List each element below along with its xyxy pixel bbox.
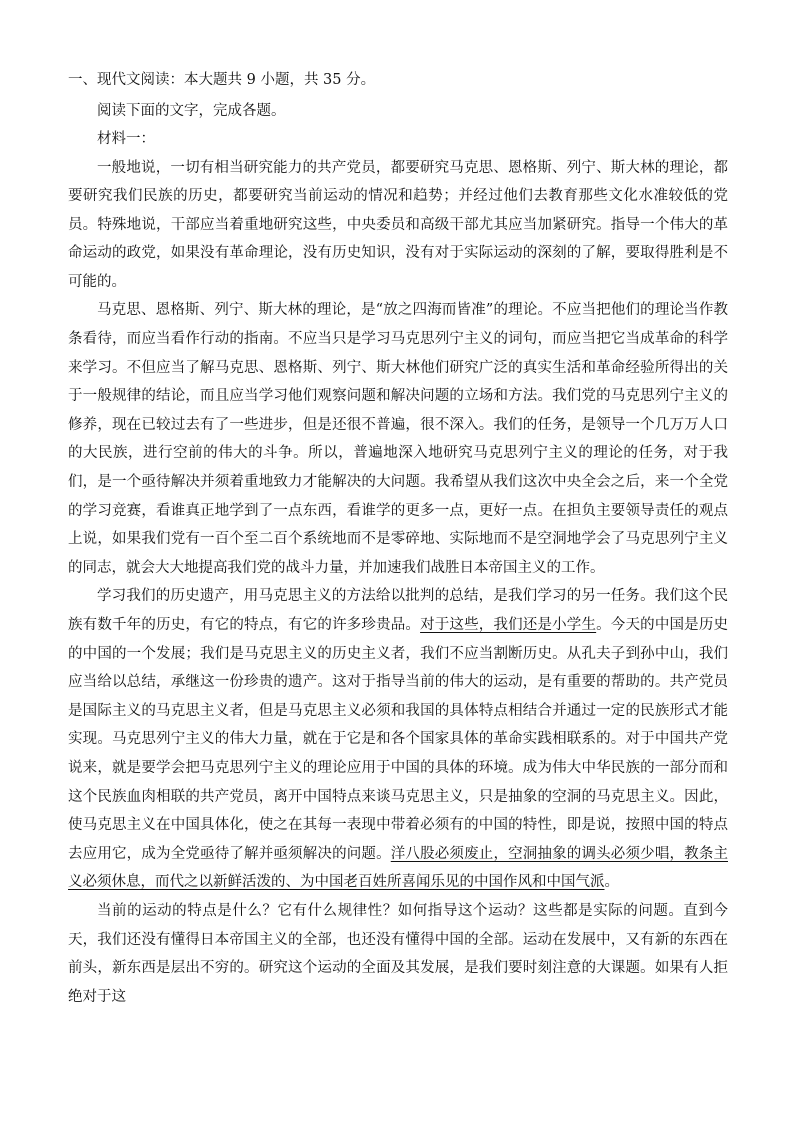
paragraph-3-text-end: 。 xyxy=(604,874,619,891)
paragraph-4: 当前的运动的特点是什么？它有什么规律性？如何指导这个运动？这些都是实际的问题。直到今天，我们还没有懂得日本帝国主义的全部，也还没有懂得中国的全部。运动在发展中，又有新的东西在前头，新东西是层出不穷的。研究这个运动的全面及其发展，是我们要时刻注意的大课题。如果有人拒绝对于这 xyxy=(68,902,728,1005)
paragraph-3-text-start: 学习我们的历史遗产，用马克思主义的方法给以批判的总结，是我们学习的另一任务。我们这个民族有数千年的历史，有它的特点，有它的许多珍贵品。 xyxy=(68,588,728,633)
section-heading: 一、现代文阅读：本大题共 9 小题，共 35 分。 xyxy=(68,72,376,88)
underlined-phrase-2: 洋八股必须废止，空洞抽象的调头必须少唱，教条主义必须休息，而代之以新鲜活泼的、为中国老百姓所喜闻乐见的中国作风和中国气派 xyxy=(68,845,728,891)
paragraph-3-text-middle: 。今天的中国是历史的中国的一个发展；我们是马克思主义的历史主义者，我们不应当割断历史。从孔夫子到孙中山，我们应当给以总结，承继这一份珍贵的遗产。这对于指导当前的伟大的运动，是有重要的帮助的。共产党员是国际主义的马克思主义者，但是马克思主义必须和我国的具体特点相结合并通过一定的民族形式才能实现。马克思列宁主义的伟大力量，就在于它是和各个国家具体的革命实践相联系的。对于中国共产党说来，就是要学会把马克思列宁主义的理论应用于中国的具体的环境。成为伟大中华民族的一部分而和这个民族血肉相联的共产党员，离开中国特点来谈马克思主义，只是抽象的空洞的马克思主义。因此，使马克思主义在中国具体化，使之在其每一表现中带着必须有的中国的特性，即是说，按照中国的特点去应用它，成为全党亟待了解并亟须解决的问题。 xyxy=(68,617,729,862)
paragraph-3 xyxy=(68,582,728,897)
material-label: 材料一： xyxy=(97,131,155,147)
paragraph-2: 马克思、恩格斯、列宁、斯大林的理论，是“放之四海而皆准”的理论。不应当把他们的理论当作教条看待，而应当看作行动的指南。不应当只是学习马克思列宁主义的词句，而应当把它当成革命的科学来学习。不但应当了解马克思、恩格斯、列宁、斯大林他们研究广泛的真实生活和革命经验所得出的关于一般规律的结论，而且应当学习他们观察问题和解决问题的立场和方法。我们党的马克思列宁主义的修养，现在已较过去有了一些进步，但是还很不普遍，很不深入。我们的任务，是领导一个几万万人口的大民族，进行空前的伟大的斗争。所以，普遍地深入地研究马克思列宁主义的理论的任务，对于我们，是一个亟待解决并须着重地致力才能解决的大问题。我希望从我们这次中央全会之后，来一个全党的学习竞赛，看谁真正地学到了一点东西，看谁学的更多一点，更好一点。在担负主要领导责任的观点上说，如果我们党有一百个至二百个系统地而不是零碎地、实际地而不是空洞地学会了马克思列宁主义的同志，就会大大地提高我们党的战斗力量，并加速我们战胜日本帝国主义的工作。 xyxy=(68,302,728,576)
paragraph-1: 一般地说，一切有相当研究能力的共产党员，都要研究马克思、恩格斯、列宁、斯大林的理论，都要研究我们民族的历史，都要研究当前运动的情况和趋势；并经过他们去教育那些文化水准较低的党员。特殊地说，干部应当着重地研究这些，中央委员和高级干部尤其应当加紧研究。指导一个伟大的革命运动的政党，如果没有革命理论，没有历史知识，没有对于实际运动的深刻的了解，要取得胜利是不可能的。 xyxy=(68,159,728,290)
underlined-phrase-1: 对于这些，我们还是小学生 xyxy=(420,617,597,633)
reading-instruction: 阅读下面的文字，完成各题。 xyxy=(97,102,286,119)
document-page xyxy=(68,66,728,1011)
